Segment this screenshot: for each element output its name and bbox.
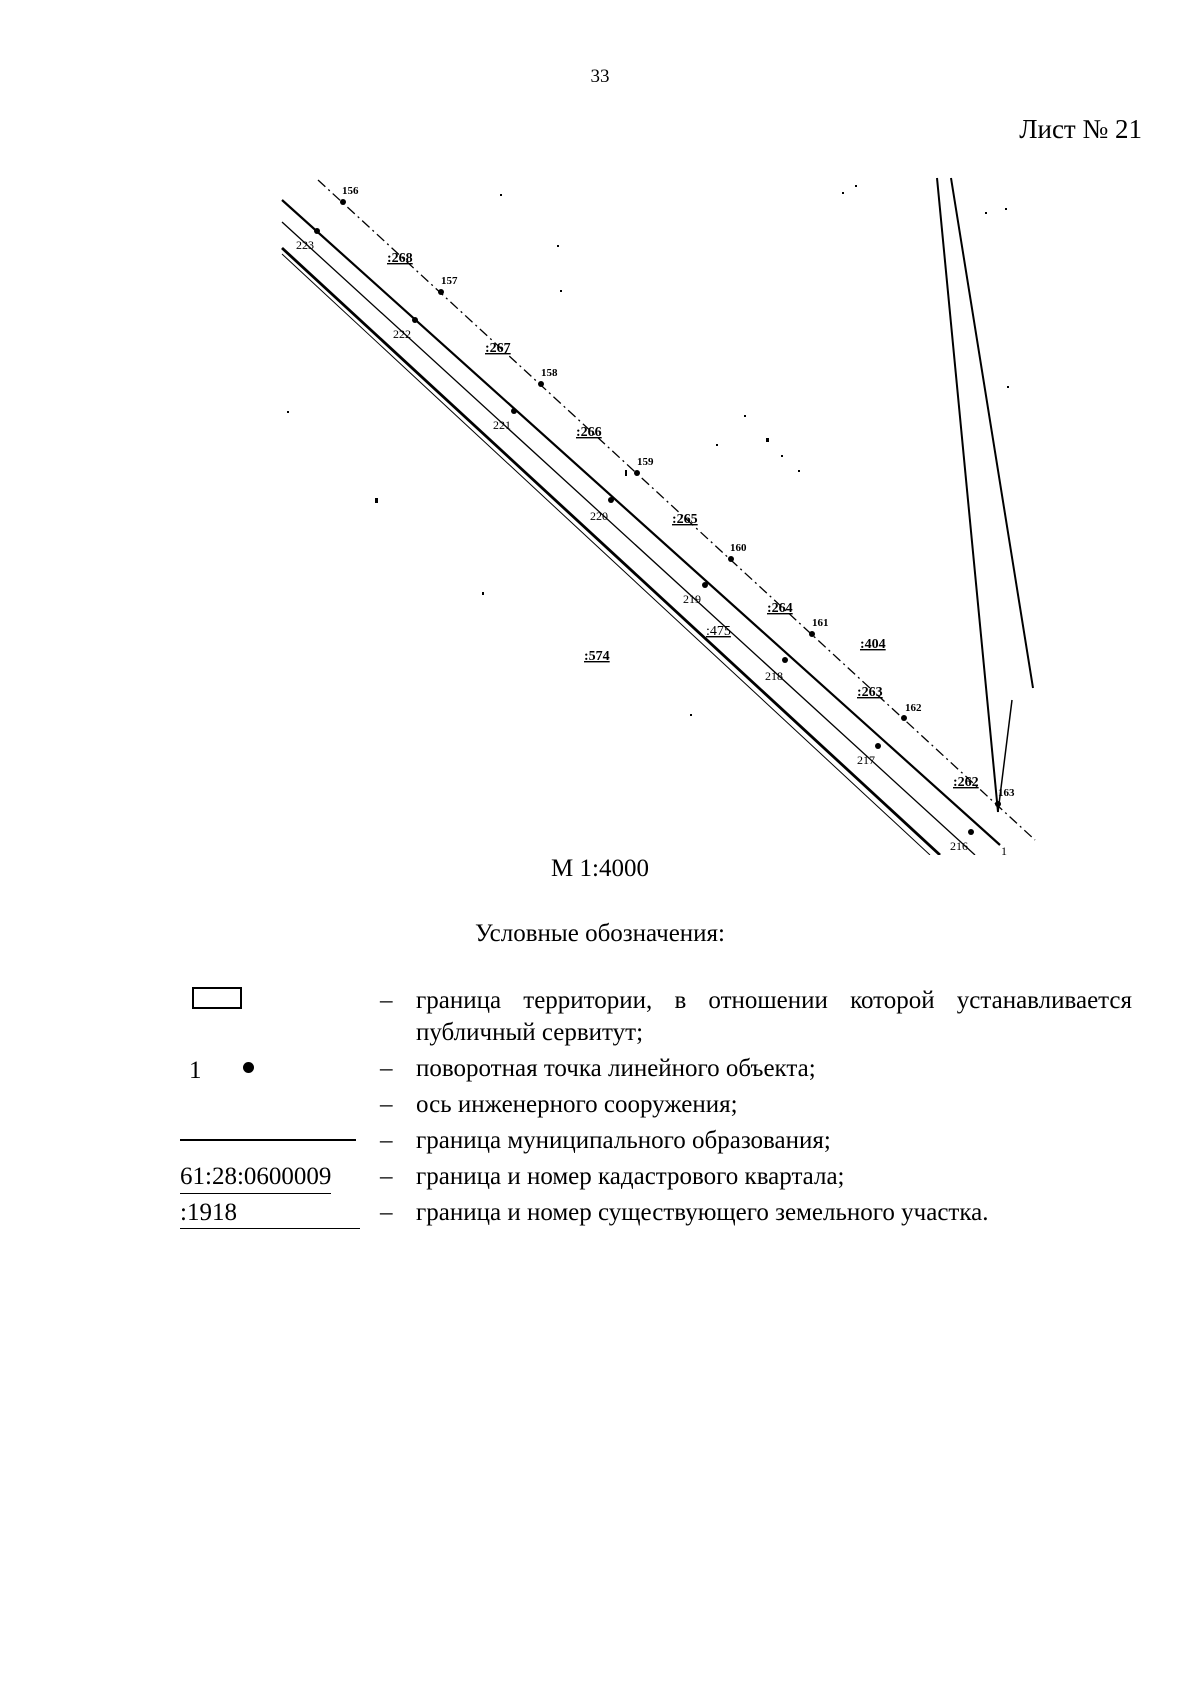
parcel-label: :263 [857,685,883,700]
vertex-point [412,317,418,323]
legend-item [180,1125,1132,1157]
municipal-boundary-line [937,178,998,812]
vertex-label: 217 [857,753,875,767]
legend-description: ось инженерного сооружения; [416,1091,738,1118]
page-number: 33 [590,66,610,87]
vertex-point [340,199,346,205]
cadastral-parcel-underline [180,1228,360,1229]
legend [180,985,1132,1229]
vertex-label: 222 [393,327,411,341]
legend-symbol [180,1053,380,1085]
vertex-label: 219 [683,592,701,606]
municipal-boundary-swatch [180,1139,356,1141]
parcel-boundary-line [282,248,940,855]
legend-symbol [180,1125,380,1157]
parcel-boundary-line [282,254,930,855]
vertex-label: 156 [342,185,359,197]
vertex-label: 221 [493,418,511,432]
legend-item [180,1089,1132,1121]
vertex-point [438,289,444,295]
parcel-labels [387,251,979,790]
parcel-label: :262 [953,775,979,790]
vertex-label: 163 [998,787,1015,799]
parcel-label: :475 [706,624,731,639]
servitude-boundary-line [282,200,1000,845]
parcel-label: :268 [387,251,413,266]
cadastral-quarter-sample: 61:28:0600009 [180,1161,331,1194]
legend-dash: – [380,1055,393,1082]
legend-description: граница муниципального образования; [416,1127,831,1154]
legend-symbol [180,985,380,1017]
vertex-point [314,228,320,234]
vertex-point [875,743,881,749]
vertex-label: 220 [590,509,608,523]
legend-symbol [180,1197,380,1229]
legend-dash: – [380,1163,393,1190]
legend-dash: – [380,987,393,1014]
vertex-point [901,715,907,721]
legend-description: граница и номер существующего земельного участка. [416,1199,989,1226]
map-scale: М 1:4000 [551,855,649,882]
legend-description: граница территории, в отношении которой устанавливается публичный сервитут; [416,987,1132,1046]
legend-item [180,985,1132,1049]
vertex-label: 161 [812,617,829,629]
legend-description: граница и номер кадастрового квартала; [416,1163,845,1190]
legend-symbol [180,1089,380,1121]
axis-line [318,180,1035,840]
point-number-sample: 1 [189,1057,202,1084]
vertex-point [538,381,544,387]
vertex-label: 160 [730,542,747,554]
vertex-label: 158 [541,367,558,379]
legend-item [180,1197,1132,1229]
legend-title: Условные обозначения: [474,920,726,947]
legend-dash: – [380,1127,393,1154]
parcel-label: :267 [485,341,511,356]
vertex-label: 159 [637,456,654,468]
parcel-label: :266 [576,425,602,440]
vertex-point [809,631,815,637]
vertex-point [608,497,614,503]
boundary-vertices [296,228,1007,858]
vertex-point [511,408,517,414]
vertex-label: 216 [950,839,968,853]
parcel-label: :264 [767,601,793,616]
legend-dash: – [380,1091,393,1118]
parcel-label: :574 [584,649,610,664]
cadastral-parcel-sample: :1918 [180,1199,237,1226]
vertex-label: 218 [765,669,783,683]
vertex-label: 157 [441,275,458,287]
point-dot-icon [243,1062,254,1073]
vertex-point [728,556,734,562]
legend-dash: – [380,1199,393,1226]
vertex-point [702,582,708,588]
edge-label: 1 [1001,844,1007,858]
sheet-label: Лист № 21 [1019,114,1142,144]
vertex-point [968,829,974,835]
legend-item [180,1053,1132,1085]
servitude-boundary-swatch [192,987,242,1009]
legend-description: поворотная точка линейного объекта; [416,1055,816,1082]
vertex-point [634,470,640,476]
axis-vertices [340,185,1015,807]
parcel-label: :404 [860,637,886,652]
legend-item [180,1161,1132,1193]
legend-symbol [180,1161,380,1193]
municipal-boundary-line [951,178,1033,688]
parcel-label: :265 [672,512,698,527]
vertex-point [995,801,1001,807]
vertex-point [782,657,788,663]
vertex-label: 162 [905,702,922,714]
vertex-label: 223 [296,238,314,252]
